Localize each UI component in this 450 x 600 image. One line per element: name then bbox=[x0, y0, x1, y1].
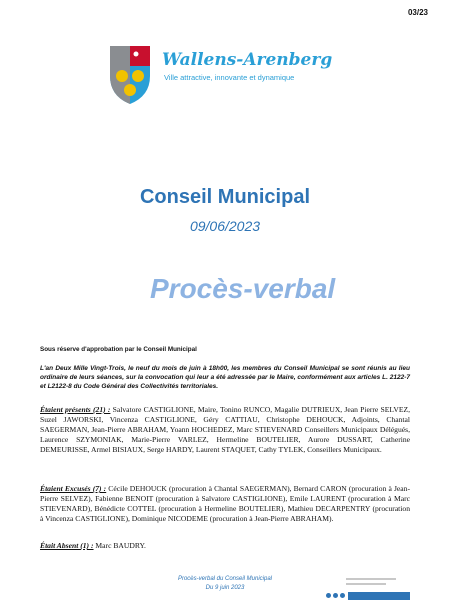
intro-paragraph: L'an Deux Mille Vingt-Trois, le neuf du mois de juin à 18h00, les membres du Conseil Municipal se sont réunis au lieu ordinaire de leurs séances, sur la convocation qui leur a été adressée par le Maire, conformément aux articles L. 2122-7 et L2122-8 du Code Général des Collectivités territoriales. bbox=[40, 365, 410, 390]
absent-members bbox=[40, 541, 410, 551]
absent-list: Marc BAUDRY. bbox=[93, 541, 146, 550]
logo-tagline: Ville attractive, innovante et dynamique bbox=[164, 73, 295, 82]
footer-address-line bbox=[346, 578, 396, 580]
social-icon bbox=[340, 593, 345, 598]
absent-label: Était Absent (1) : bbox=[40, 541, 94, 550]
footer-date: Du 9 juin 2023 bbox=[205, 585, 245, 591]
meeting-date: 09/06/2023 bbox=[189, 218, 261, 234]
coat-of-arms-icon bbox=[102, 40, 158, 106]
page-number: 03/23 bbox=[407, 8, 428, 17]
excused-label: Étaient Excusés (7) : bbox=[40, 484, 107, 493]
present-list: Salvatore CASTIGLIONE, Maire, Tonino RUNCO, Magalie DUTRIEUX, Jean Pierre SELVEZ, Suzel JAWORSKI, Vincenza CASTIGLIONE, Géry CATTIAU, Christophe DEHOUCK, Adjoints, Chantal SAEGERMAN, Jean-Pierre ABRAHAM, Yoann HOCHEDEZ, Marc STIEVENARD Conseillers Municipaux Délégués, Laurence SZYMONIAK, Marie-Pierre VARLEZ, Hermeline BOUTELIER, Aurore DUSSART, Catherine DEMEURISSE, Armel BISIAUX, Serge HARDY, Laurent STAQUET, Cathy TYLEK, Conseillers Municipaux. bbox=[40, 405, 410, 454]
logo-wordmark: Wallens-Arenberg bbox=[162, 50, 333, 70]
document-title: Conseil Municipal bbox=[139, 186, 311, 208]
present-members bbox=[40, 405, 410, 455]
social-icons bbox=[326, 591, 345, 599]
footer-address-line bbox=[346, 583, 386, 585]
present-label: Étaient présents (21) : bbox=[40, 405, 111, 414]
social-icon bbox=[333, 593, 338, 598]
excused-members bbox=[40, 484, 410, 524]
municipal-logo bbox=[102, 40, 333, 110]
document-type: Procès-verbal bbox=[150, 273, 336, 304]
footer-title: Procès-verbal du Conseil Municipal bbox=[177, 576, 273, 582]
approval-note: Sous réserve d'approbation par le Conseil Municipal bbox=[40, 346, 197, 353]
social-icon bbox=[326, 593, 331, 598]
website-banner bbox=[348, 592, 410, 600]
excused-list: Cécile DEHOUCK (procuration à Chantal SAEGERMAN), Bernard CARON (procuration à Jean-Pierre SELVEZ), Fabienne BENOIT (procuration à Salvatore CASTIGLIONE), Emile LAURENT (procuration à Marc STIEVENARD), Bénédicte COTTEL (procuration à Hermeline BOUTELIER), Mathieu DECARPENTRY (procuration à Vincenza CASTIGLIONE), Dominique NICODEME (procuration à Jean-Pierre ABRAHAM). bbox=[40, 484, 410, 523]
